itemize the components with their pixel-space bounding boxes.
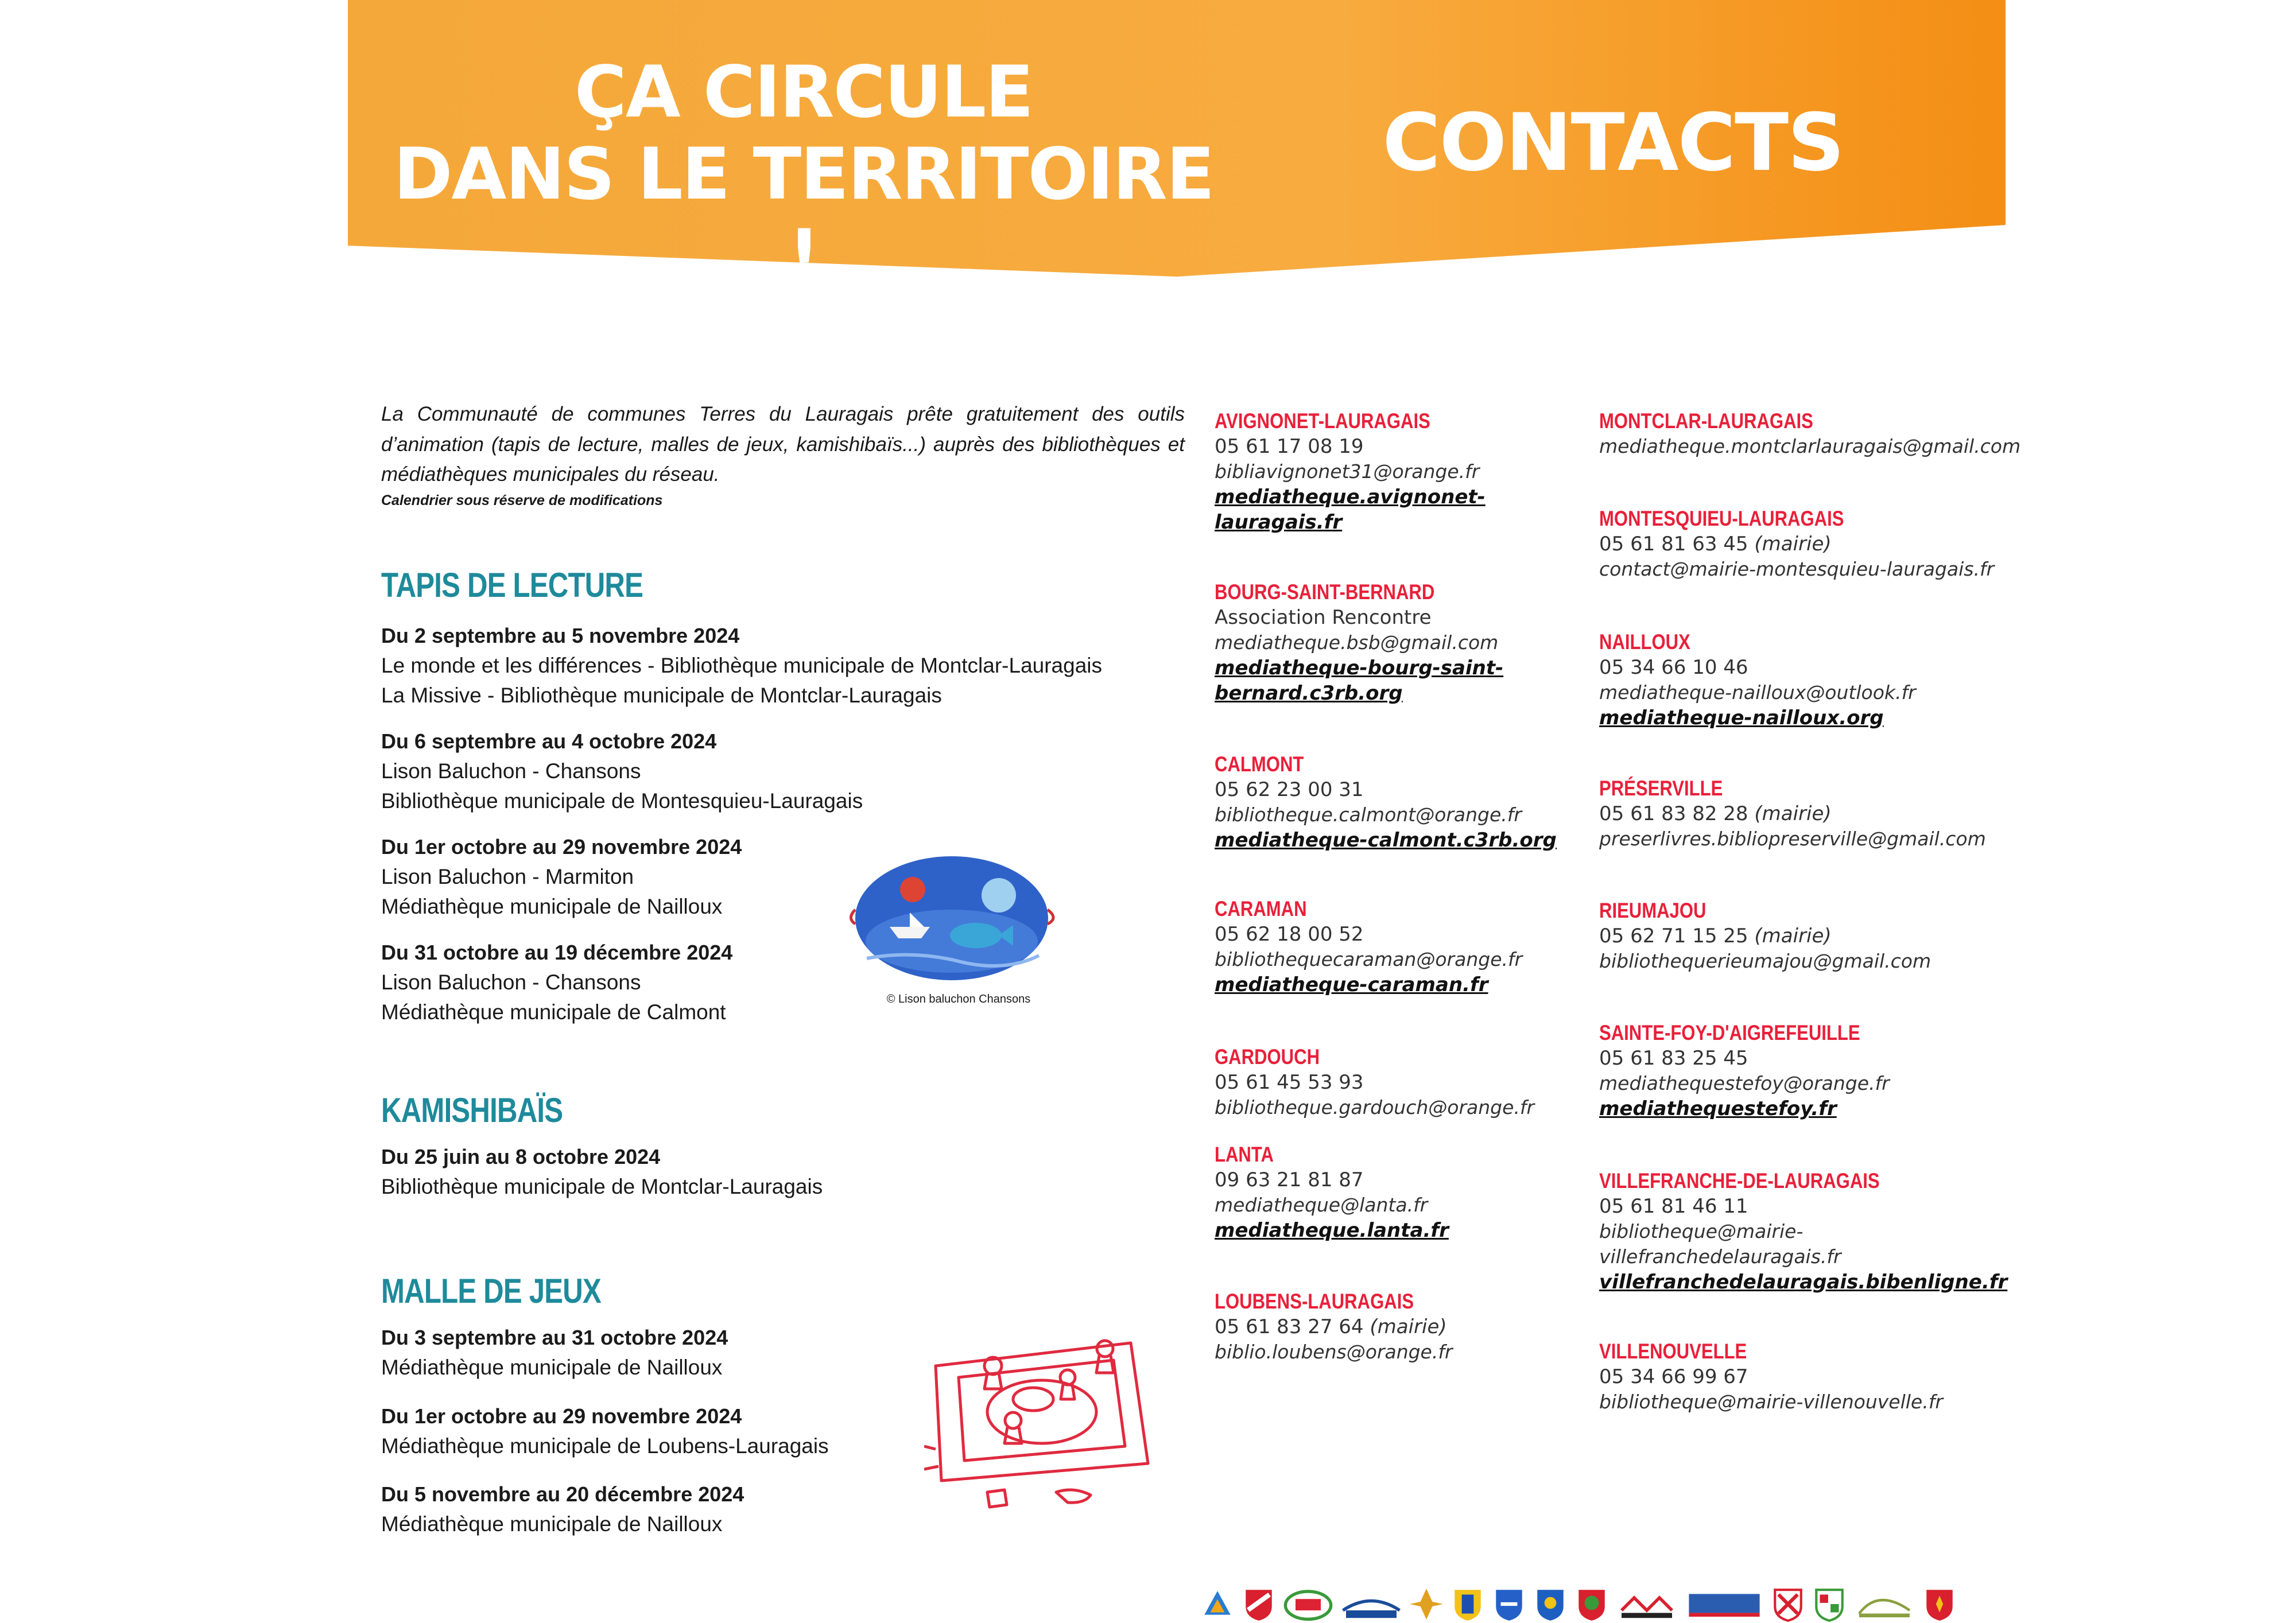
municipal-logo [1450, 1585, 1486, 1623]
disclaimer: Calendrier sous réserve de modifications [381, 492, 663, 508]
email-link[interactable]: bibliothequerieumajou@gmail.com [1599, 950, 1932, 972]
email-link[interactable]: mediathequestefoy@orange.fr [1599, 1072, 1890, 1094]
contact-preserville: PRÉSERVILLE 05 61 83 82 28 (mairie) preserlivres.bibliopreserville@gmail.com [1599, 776, 2058, 852]
email-link[interactable]: mediatheque.bsb@gmail.com [1215, 631, 1499, 654]
email-link[interactable]: contact@mairie-montesquieu-lauragais.fr [1599, 558, 1995, 580]
website-link[interactable]: mediatheque-bourg-saint- bernard.c3rb.org [1215, 657, 1504, 705]
municipal-logo [1615, 1585, 1678, 1623]
tapis-entry: Du 2 septembre au 5 novembre 2024 Le monde et les différences - Bibliothèque municipale de Montclar-Lauragais La Missive - Bibliothèque municipale de Montclar-Lauragais [381, 624, 1102, 707]
email-link[interactable]: biblio.loubens@orange.fr [1215, 1341, 1453, 1363]
municipal-logo [1533, 1585, 1568, 1623]
website-link[interactable]: mediatheque.avignonet- lauragais.fr [1215, 486, 1486, 534]
tapis-entry: Du 31 octobre au 19 décembre 2024 Lison Baluchon - Chansons Médiathèque municipale de Calmont [381, 941, 733, 1024]
contact-avignonet: AVIGNONET-LAURAGAIS 05 61 17 08 19 bibliavignonet31@orange.fr mediatheque.avignonet- lauragais.fr [1215, 409, 1605, 535]
reading-mat-image [844, 855, 1062, 993]
malle-entry: Du 3 septembre au 31 octobre 2024 Médiathèque municipale de Nailloux [381, 1326, 728, 1379]
banner-title-contacts: CONTACTS [1382, 96, 1844, 189]
municipal-logo [1282, 1585, 1334, 1623]
email-link[interactable]: preserlivres.bibliopreserville@gmail.com [1599, 828, 1986, 850]
contact-loubens: LOUBENS-LAURAGAIS 05 61 83 27 64 (mairie) biblio.loubens@orange.fr [1215, 1289, 1605, 1365]
tapis-entry: Du 1er octobre au 29 novembre 2024 Lison Baluchon - Marmiton Médiathèque municipale de Nailloux [381, 835, 742, 918]
contact-bourg-saint-bernard: BOURG-SAINT-BERNARD Association Rencontre mediatheque.bsb@gmail.com mediatheque-bourg-saint- bernard.c3rb.org [1215, 580, 1605, 706]
contact-montesquieu: MONTESQUIEU-LAURAGAIS 05 61 81 63 45 (mairie) contact@mairie-montesquieu-lauragais.fr [1599, 506, 2058, 582]
municipal-logo [1770, 1585, 1806, 1623]
image-caption: © Lison baluchon Chansons [886, 993, 1031, 1005]
section-title-kamishibai: KAMISHIBAÏS [381, 1091, 563, 1129]
malle-entry: Du 5 novembre au 20 décembre 2024 Médiathèque municipale de Nailloux [381, 1482, 744, 1536]
website-link[interactable]: mediathequestefoy.fr [1599, 1097, 1837, 1120]
contact-nailloux: NAILLOUX 05 34 66 10 46 mediatheque-nailloux@outlook.fr mediatheque-nailloux.org [1599, 630, 2058, 731]
contact-villenouvelle: VILLENOUVELLE 05 34 66 99 67 bibliotheque@mairie-villenouvelle.fr [1599, 1339, 2058, 1415]
contact-gardouch: GARDOUCH 05 61 45 53 93 bibliotheque.gardouch@orange.fr [1215, 1045, 1605, 1120]
malle-entry: Du 1er octobre au 29 novembre 2024 Médiathèque municipale de Loubens-Lauragais [381, 1404, 829, 1458]
email-link[interactable]: bibliothequecaraman@orange.fr [1215, 948, 1523, 970]
email-link[interactable]: bibliavignonet31@orange.fr [1215, 460, 1480, 483]
website-link[interactable]: mediatheque.lanta.fr [1215, 1219, 1449, 1242]
contact-rieumajou: RIEUMAJOU 05 62 71 15 25 (mairie) bibliothequerieumajou@gmail.com [1599, 898, 2058, 974]
board-game-image [924, 1331, 1154, 1521]
email-link[interactable]: bibliotheque@mairie- villefranchedelauragais.fr [1599, 1220, 1841, 1268]
website-link[interactable]: mediatheque-calmont.c3rb.org [1215, 829, 1557, 852]
contact-lanta: LANTA 09 63 21 81 87 mediatheque@lanta.fr mediatheque.lanta.fr [1215, 1142, 1605, 1243]
municipal-logo [1922, 1585, 1957, 1623]
website-link[interactable]: mediatheque-caraman.fr [1215, 973, 1488, 996]
website-link[interactable]: mediatheque-nailloux.org [1599, 706, 1884, 729]
email-link[interactable]: bibliotheque@mairie-villenouvelle.fr [1599, 1391, 1943, 1413]
banner-title-circulation: ÇA CIRCULE DANS LE TERRITOIRE ! [393, 51, 1214, 298]
tapis-entry: Du 6 septembre au 4 octobre 2024 Lison Baluchon - Chansons Bibliothèque municipale de Montesquieu-Lauragais [381, 729, 863, 813]
contact-caraman: CARAMAN 05 62 18 00 52 bibliothequecaraman@orange.fr mediatheque-caraman.fr [1215, 896, 1605, 997]
municipal-logo [1491, 1585, 1527, 1623]
municipal-logo [1853, 1585, 1916, 1623]
email-link[interactable]: mediatheque@lanta.fr [1215, 1194, 1428, 1216]
municipal-logo [1200, 1585, 1235, 1623]
contact-sainte-foy: SAINTE-FOY-D'AIGREFEUILLE 05 61 83 25 45 mediathequestefoy@orange.fr mediathequestefoy.fr [1599, 1020, 2058, 1121]
municipal-logos-row [1200, 1585, 1957, 1623]
contact-calmont: CALMONT 05 62 23 00 31 bibliotheque.calmont@orange.fr mediatheque-calmont.c3rb.org [1215, 752, 1605, 853]
section-title-tapis: TAPIS DE LECTURE [381, 566, 643, 604]
kamishibai-entry: Du 25 juin au 8 octobre 2024 Bibliothèque municipale de Montclar-Lauragais [381, 1145, 823, 1198]
email-link[interactable]: mediatheque.montclarlauragais@gmail.com [1599, 435, 2021, 457]
email-link[interactable]: bibliotheque.calmont@orange.fr [1215, 803, 1522, 826]
municipal-logo [1812, 1585, 1847, 1623]
contact-villefranche: VILLEFRANCHE-DE-LAURAGAIS 05 61 81 46 11 bibliotheque@mairie- villefranchedelauragais.fr villefranchedelauragais.bibenligne.fr [1599, 1168, 2058, 1295]
municipal-logo [1574, 1585, 1609, 1623]
municipal-logo [1241, 1585, 1277, 1623]
contact-montclar: MONTCLAR-LAURAGAIS mediatheque.montclarlauragais@gmail.com [1599, 409, 2058, 459]
website-link[interactable]: villefranchedelauragais.bibenligne.fr [1599, 1271, 2008, 1294]
municipal-logo [1340, 1585, 1403, 1623]
email-link[interactable]: mediatheque-nailloux@outlook.fr [1599, 681, 1916, 704]
intro-text: La Communauté de communes Terres du Lauragais prête gratuitement des outils d’animation (tapis de lecture, malles de jeux, kamishibaïs...) auprès des bibliothèques et médiathèques municipales du réseau. [381, 403, 1185, 486]
email-link[interactable]: bibliotheque.gardouch@orange.fr [1215, 1096, 1535, 1119]
section-title-malle: MALLE DE JEUX [381, 1272, 601, 1310]
municipal-logo [1409, 1585, 1444, 1623]
municipal-logo [1684, 1585, 1764, 1623]
